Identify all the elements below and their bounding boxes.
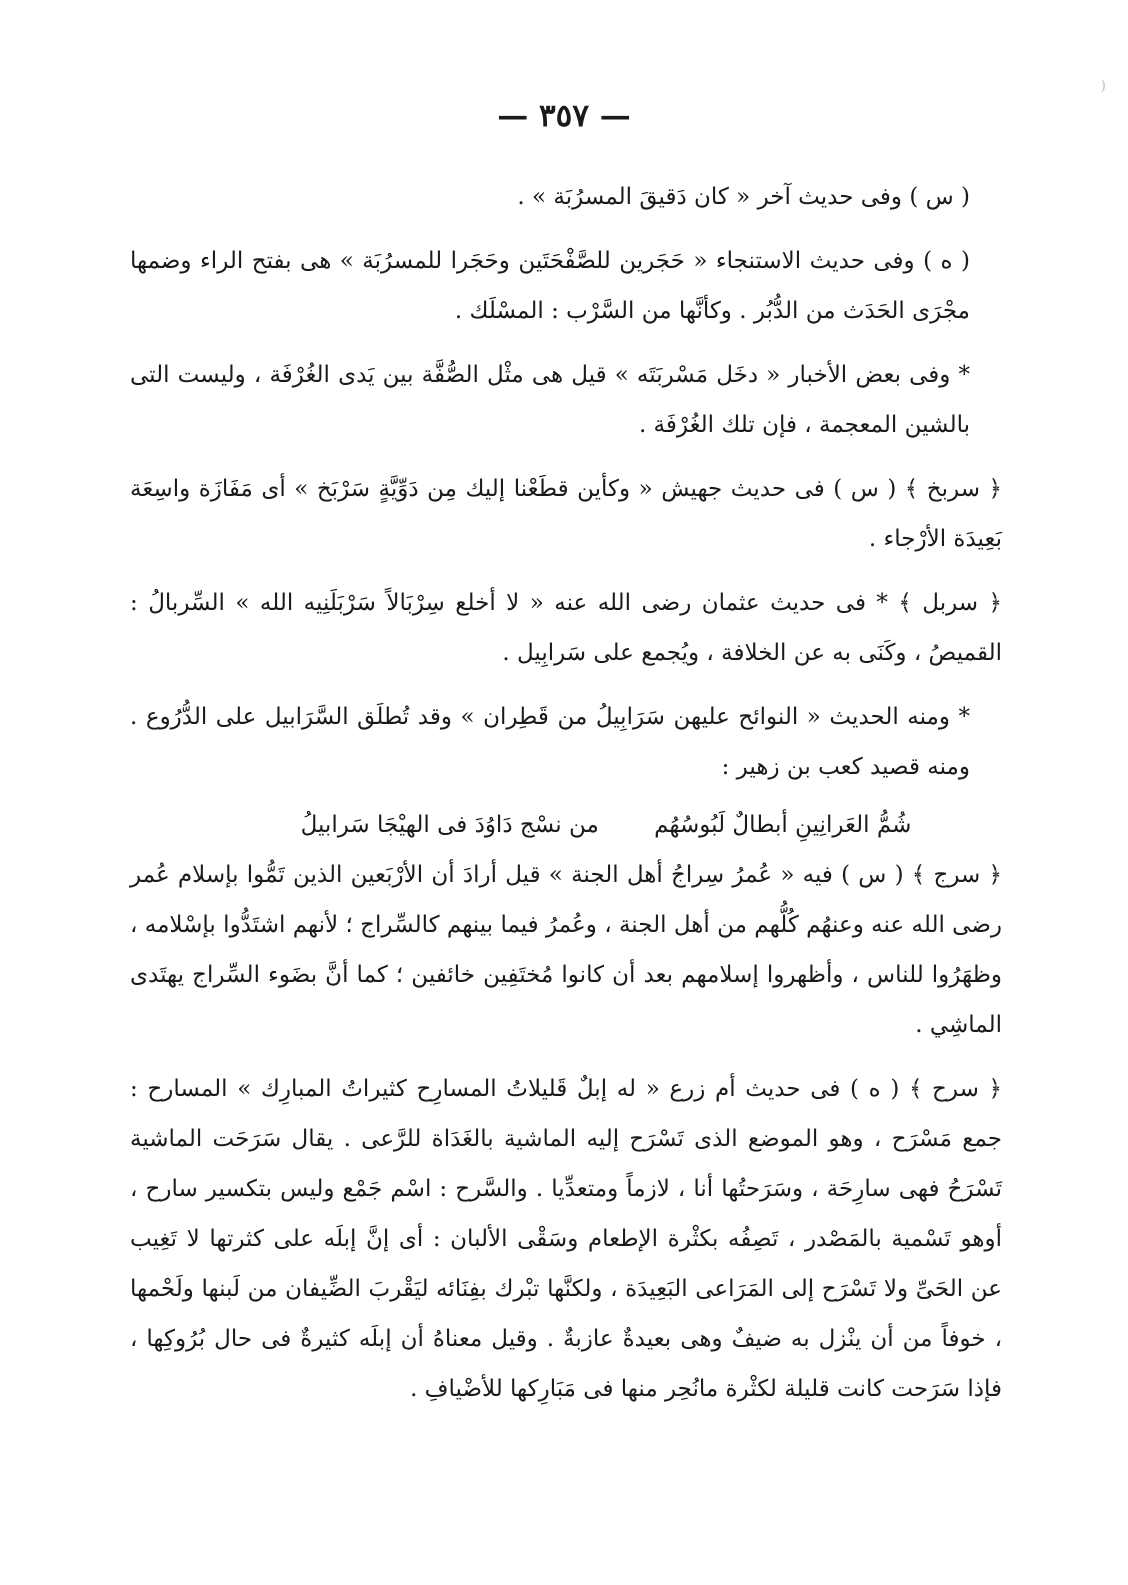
paragraph: * وفى بعض الأخبار « دخَل مَسْربَتَه » قيل هى مثْل الصُّفَّة بين يَدى الغُرْفَة ، وليست التى بالشين المعجمة ، فإن تلك الغُرْفَة . [130,362,970,438]
margin-mark: ) [1100,78,1106,94]
paragraph: ( س ) وفى حديث آخر « كان دَقيقَ المسرُبَة » . [517,184,970,210]
paragraph: ( ه ) وفى حديث الاستنجاء « حَجَرين للصَّفْحَتَين وحَجَرا للمسرُبَة » هى بفتح الراء وضمها مجْرَى الحَدَث من الدُّبُر . وكأنَّها من السَّرْب : المسْلَك . [130,248,970,324]
paragraph: * ومنه الحديث « النوائح عليهن سَرَابِيلُ من قَطِران » وقد تُطلَق السَّرَابيل على الدُّرُوع . ومنه قصيد كعب بن زهير : [130,704,970,780]
verse-hemistich-first: شُمُّ العَرانِينِ أبطالٌ لَبُوسُهُم [654,812,912,838]
entry-paragraph: ﴿ سربل ﴾ * فى حديث عثمان رضى الله عنه « لا أخلع سِرْبَالاً سَرْبَلَنِيه الله » السِّربالُ : القميصُ ، وكَنَى به عن الخلافة ، ويُجمع على سَرابِيل . [130,590,1002,666]
verse-hemistich-second: من نسْج دَاوُدَ فى الهيْجَا سَرابيلُ [300,812,599,838]
body-text [130,172,1002,1428]
entry-paragraph: ﴿ سرج ﴾ ( س ) فيه « عُمرُ سِراجُ أهل الجنة » قيل أرادَ أن الأرْبَعين الذين تَمُّوا بإسلام عُمر رضى الله عنه وعنهُم كُلُّهم من أهل الجنة ، وعُمرُ فيما بينهم كالسِّراج ؛ لأنهم اشتَدُّوا بإسْلامه ، وظهَرُوا للناس ، وأظهروا إسلامهم بعد أن كانوا مُختَفِين خائفين ؛ كما أنَّ بضَوء السِّراج يهتَدى الماشِي . [130,862,1002,1038]
entry-paragraph: ﴿ سرح ﴾ ( ه ) فى حديث أم زرع « له إبلٌ قَليلاتُ المسارِح كثيراتُ المبارِك » المسارح : جمع مَسْرَح ، وهو الموضع الذى تَسْرَح إليه الماشية بالغَدَاة للرَّعى . يقال سَرَحَت الماشية تَسْرَحُ فهى سارِحَة ، وسَرَحتُها أنا ، لازماً ومتعدِّيا . والسَّرح : اسْم جَمْع وليس بتكسير سارح ، أوهو تَسْمية بالمَصْدر ، تَصِفُه بكثْرة الإطعام وسَقْى الألبان : أى إنَّ إبلَه على كثرتها لا تَغِيب عن الحَىِّ ولا تَسْرَح إلى المَرَاعى البَعِيدَة ، ولكنَّها تبْرك بفِنَائه ليَقْربَ الضِّيفان من لَبنها ولَحْمها ، خوفاً من أن ينْزل به ضيفٌ وهى بعيدةٌ عازبةٌ . وقيل معناهُ أن إبلَه كثيرةٌ فى حال بُرُوكِها ، فإذا سَرَحت كانت قليلة لكثْرة مانُحِر منها فى مَبَارِكها للأضْيافِ . [130,1076,1002,1402]
page-number: — ٣٥٧ — [497,98,631,134]
poetry-verse [130,800,1002,850]
entry-paragraph: ﴿ سربخ ﴾ ( س ) فى حديث جهيش « وكأين قطَعْنا إليك مِن دَوِّيَّةٍ سَرْبَخ » أى مَفَازَة واسِعَة بَعِيدَة الأرْجاء . [130,476,1002,552]
